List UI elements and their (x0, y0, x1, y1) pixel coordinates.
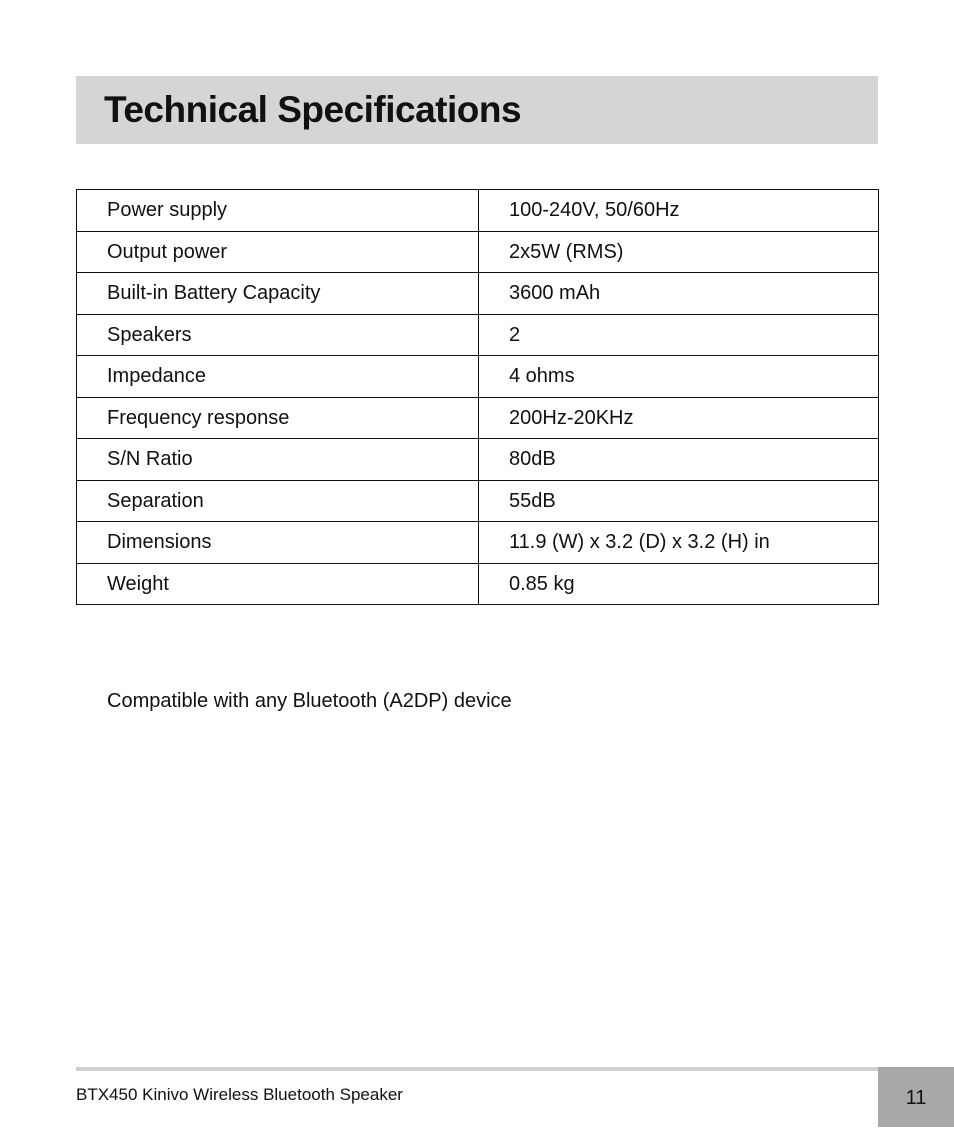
spec-label: Dimensions (77, 522, 479, 564)
spec-value: 2x5W (RMS) (479, 231, 879, 273)
spec-label: S/N Ratio (77, 439, 479, 481)
table-row (77, 563, 879, 605)
spec-label: Separation (77, 480, 479, 522)
spec-label: Output power (77, 231, 479, 273)
table-row (77, 231, 879, 273)
spec-table (76, 189, 879, 605)
spec-value: 3600 mAh (479, 273, 879, 315)
table-row (77, 522, 879, 564)
table-row (77, 273, 879, 315)
table-row (77, 439, 879, 481)
spec-label: Impedance (77, 356, 479, 398)
spec-value: 2 (479, 314, 879, 356)
table-row (77, 397, 879, 439)
table-row (77, 190, 879, 232)
spec-value: 4 ohms (479, 356, 879, 398)
page-title: Technical Specifications (104, 89, 522, 130)
footer-product-name: BTX450 Kinivo Wireless Bluetooth Speaker (76, 1085, 403, 1104)
spec-label: Built-in Battery Capacity (77, 273, 479, 315)
spec-value: 11.9 (W) x 3.2 (D) x 3.2 (H) in (479, 522, 879, 564)
spec-value: 0.85 kg (479, 563, 879, 605)
spec-label: Weight (77, 563, 479, 605)
spec-value: 55dB (479, 480, 879, 522)
compatibility-note: Compatible with any Bluetooth (A2DP) device (107, 690, 512, 712)
spec-label: Speakers (77, 314, 479, 356)
page-number-badge (878, 1067, 954, 1127)
table-row (77, 356, 879, 398)
spec-value: 80dB (479, 439, 879, 481)
spec-value: 200Hz-20KHz (479, 397, 879, 439)
spec-label: Frequency response (77, 397, 479, 439)
footer-divider (76, 1067, 878, 1071)
page-number: 11 (905, 1086, 927, 1109)
spec-value: 100-240V, 50/60Hz (479, 190, 879, 232)
table-row (77, 480, 879, 522)
table-row (77, 314, 879, 356)
spec-label: Power supply (77, 190, 479, 232)
title-bar (76, 76, 878, 144)
